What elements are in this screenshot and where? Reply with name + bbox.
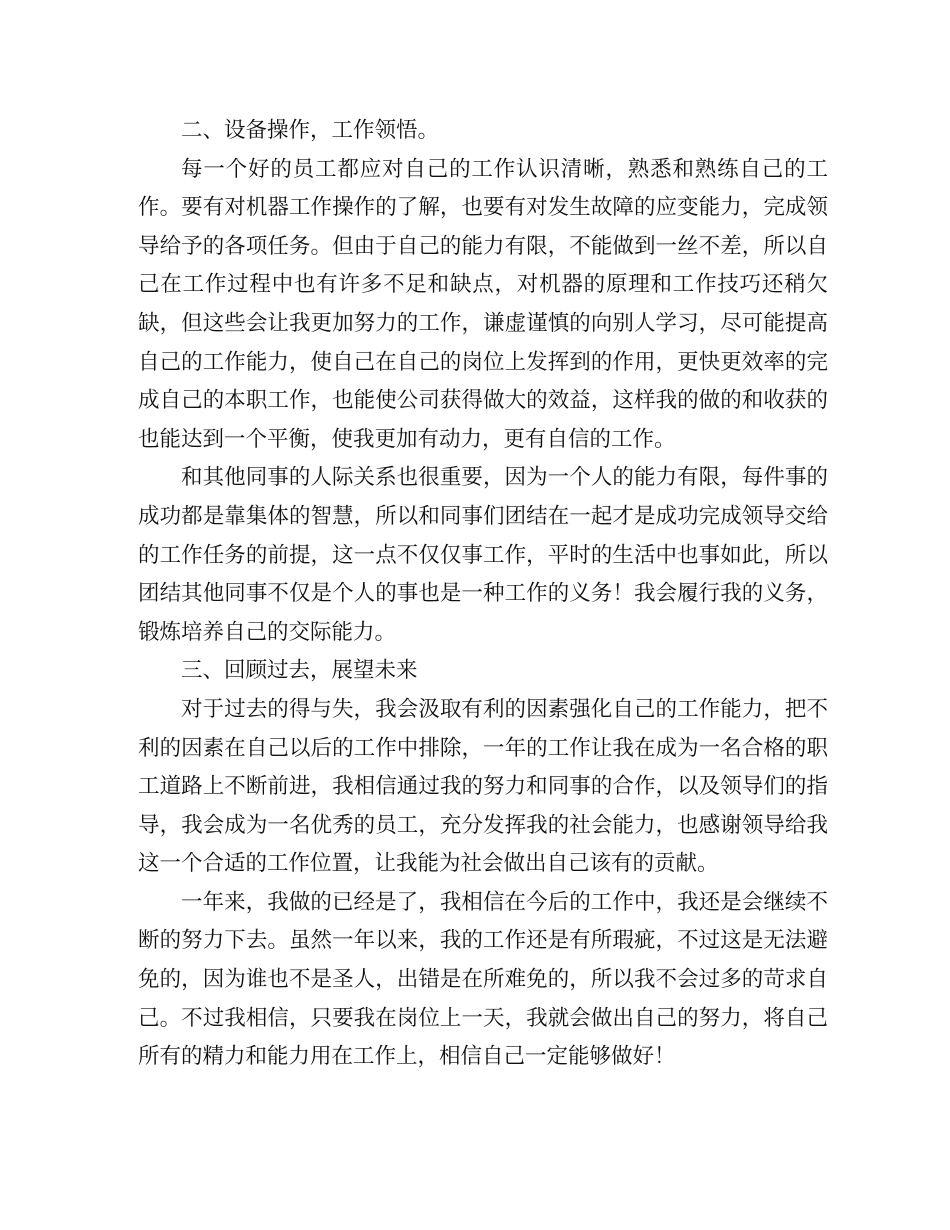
body-paragraph-work-understanding: 每一个好的员工都应对自己的工作认识清晰，熟悉和熟练自己的工作。要有对机器工作操作的了解，也要有对发生故障的应变能力，完成领导给予的各项任务。但由于自己的能力有限，不能做到一丝不差，所以自己在工作过程中也有许多不足和缺点，对机器的原理和工作技巧还稍欠缺，但这些会让我更加努力的工作，谦虚谨慎的向别人学习，尽可能提高自己的工作能力，使自己在自己的岗位上发挥到的作用，更快更效率的完成自己的本职工作，也能使公司获得做大的效益，这样我的做的和收获的也能达到一个平衡，使我更加有动力，更有自信的工作。 [138, 156, 828, 452]
section-heading-review-outlook: 三、回顾过去，展望未来 [181, 658, 418, 684]
section-heading-equipment-operation: 二、设备操作，工作领悟。 [181, 118, 440, 143]
body-paragraph-gains-losses: 对于过去的得与失，我会汲取有利的因素强化自己的工作能力，把不利的因素在自己以后的工作中排除，一年的工作让我在成为一名合格的职工道路上不断前进，我相信通过我的努力和同事的合作，以及领导们的指导，我会成为一名优秀的员工，充分发挥我的社会能力，也感谢领导给我这一个合适的工作位置，让我能为社会做出自己该有的贡献。 [138, 696, 828, 877]
body-paragraph-colleague-relations: 和其他同事的人际关系也很重要，因为一个人的能力有限，每件事的成功都是靠集体的智慧，所以和同事们团结在一起才是成功完成领导交给的工作任务的前提，这一点不仅仅事工作，平时的生活中也事如此，所以团结其他同事不仅是个人的事也是一种工作的义务！我会履行我的义务，锻炼培养自己的交际能力。 [138, 465, 828, 645]
document-body [138, 112, 828, 1077]
body-paragraph-year-summary: 一年来，我做的已经是了，我相信在今后的工作中，我还是会继续不断的努力下去。虽然一年以来，我的工作还是有所瑕疵，不过这是无法避免的，因为谁也不是圣人，出错是在所难免的，所以我不会过多的苛求自己。不过我相信，只要我在岗位上一天，我就会做出自己的努力，将自己所有的精力和能力用在工作上，相信自己一定能够做好！ [138, 889, 828, 1070]
